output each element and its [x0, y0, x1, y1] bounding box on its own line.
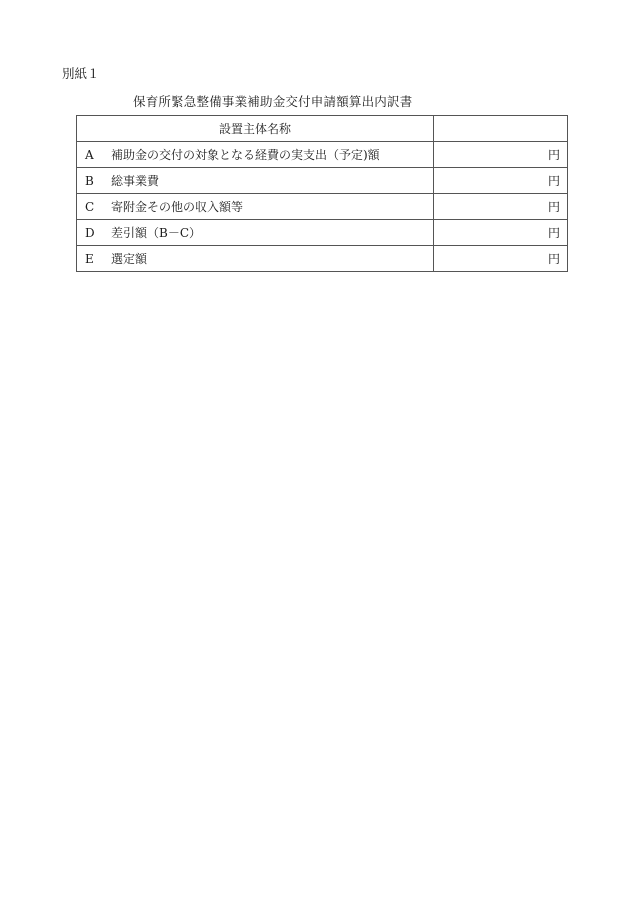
row-letter: D	[85, 226, 95, 240]
row-b-amount-cell: 円	[434, 168, 568, 194]
table-row	[77, 168, 568, 194]
table-header-row	[77, 116, 568, 142]
table-row	[77, 220, 568, 246]
row-label: 選定額	[111, 252, 148, 266]
row-letter: A	[85, 148, 94, 162]
establisher-name-value	[434, 116, 568, 142]
row-label: 差引額（B－C）	[111, 226, 202, 240]
row-letter: C	[85, 200, 95, 214]
row-d-label-cell	[77, 220, 434, 246]
establisher-name-label: 設置主体名称	[77, 116, 434, 142]
row-letter: E	[85, 252, 94, 266]
row-label: 総事業費	[111, 174, 160, 188]
table-row	[77, 194, 568, 220]
row-b-label-cell	[77, 168, 434, 194]
row-e-amount-cell: 円	[434, 246, 568, 272]
row-a-label-cell	[77, 142, 434, 168]
page-title: 保育所緊急整備事業補助金交付申請額算出内訳書	[133, 94, 413, 109]
row-label: 寄附金その他の収入額等	[111, 200, 244, 214]
breakdown-table	[76, 115, 568, 272]
table-row	[77, 142, 568, 168]
row-label: 補助金の交付の対象となる経費の実支出（予定)額	[111, 148, 380, 162]
annex-label: 別紙１	[62, 66, 100, 81]
row-a-amount-cell: 円	[434, 142, 568, 168]
row-d-amount-cell: 円	[434, 220, 568, 246]
table-row	[77, 246, 568, 272]
row-letter: B	[85, 174, 94, 188]
row-e-label-cell	[77, 246, 434, 272]
row-c-amount-cell: 円	[434, 194, 568, 220]
row-c-label-cell	[77, 194, 434, 220]
